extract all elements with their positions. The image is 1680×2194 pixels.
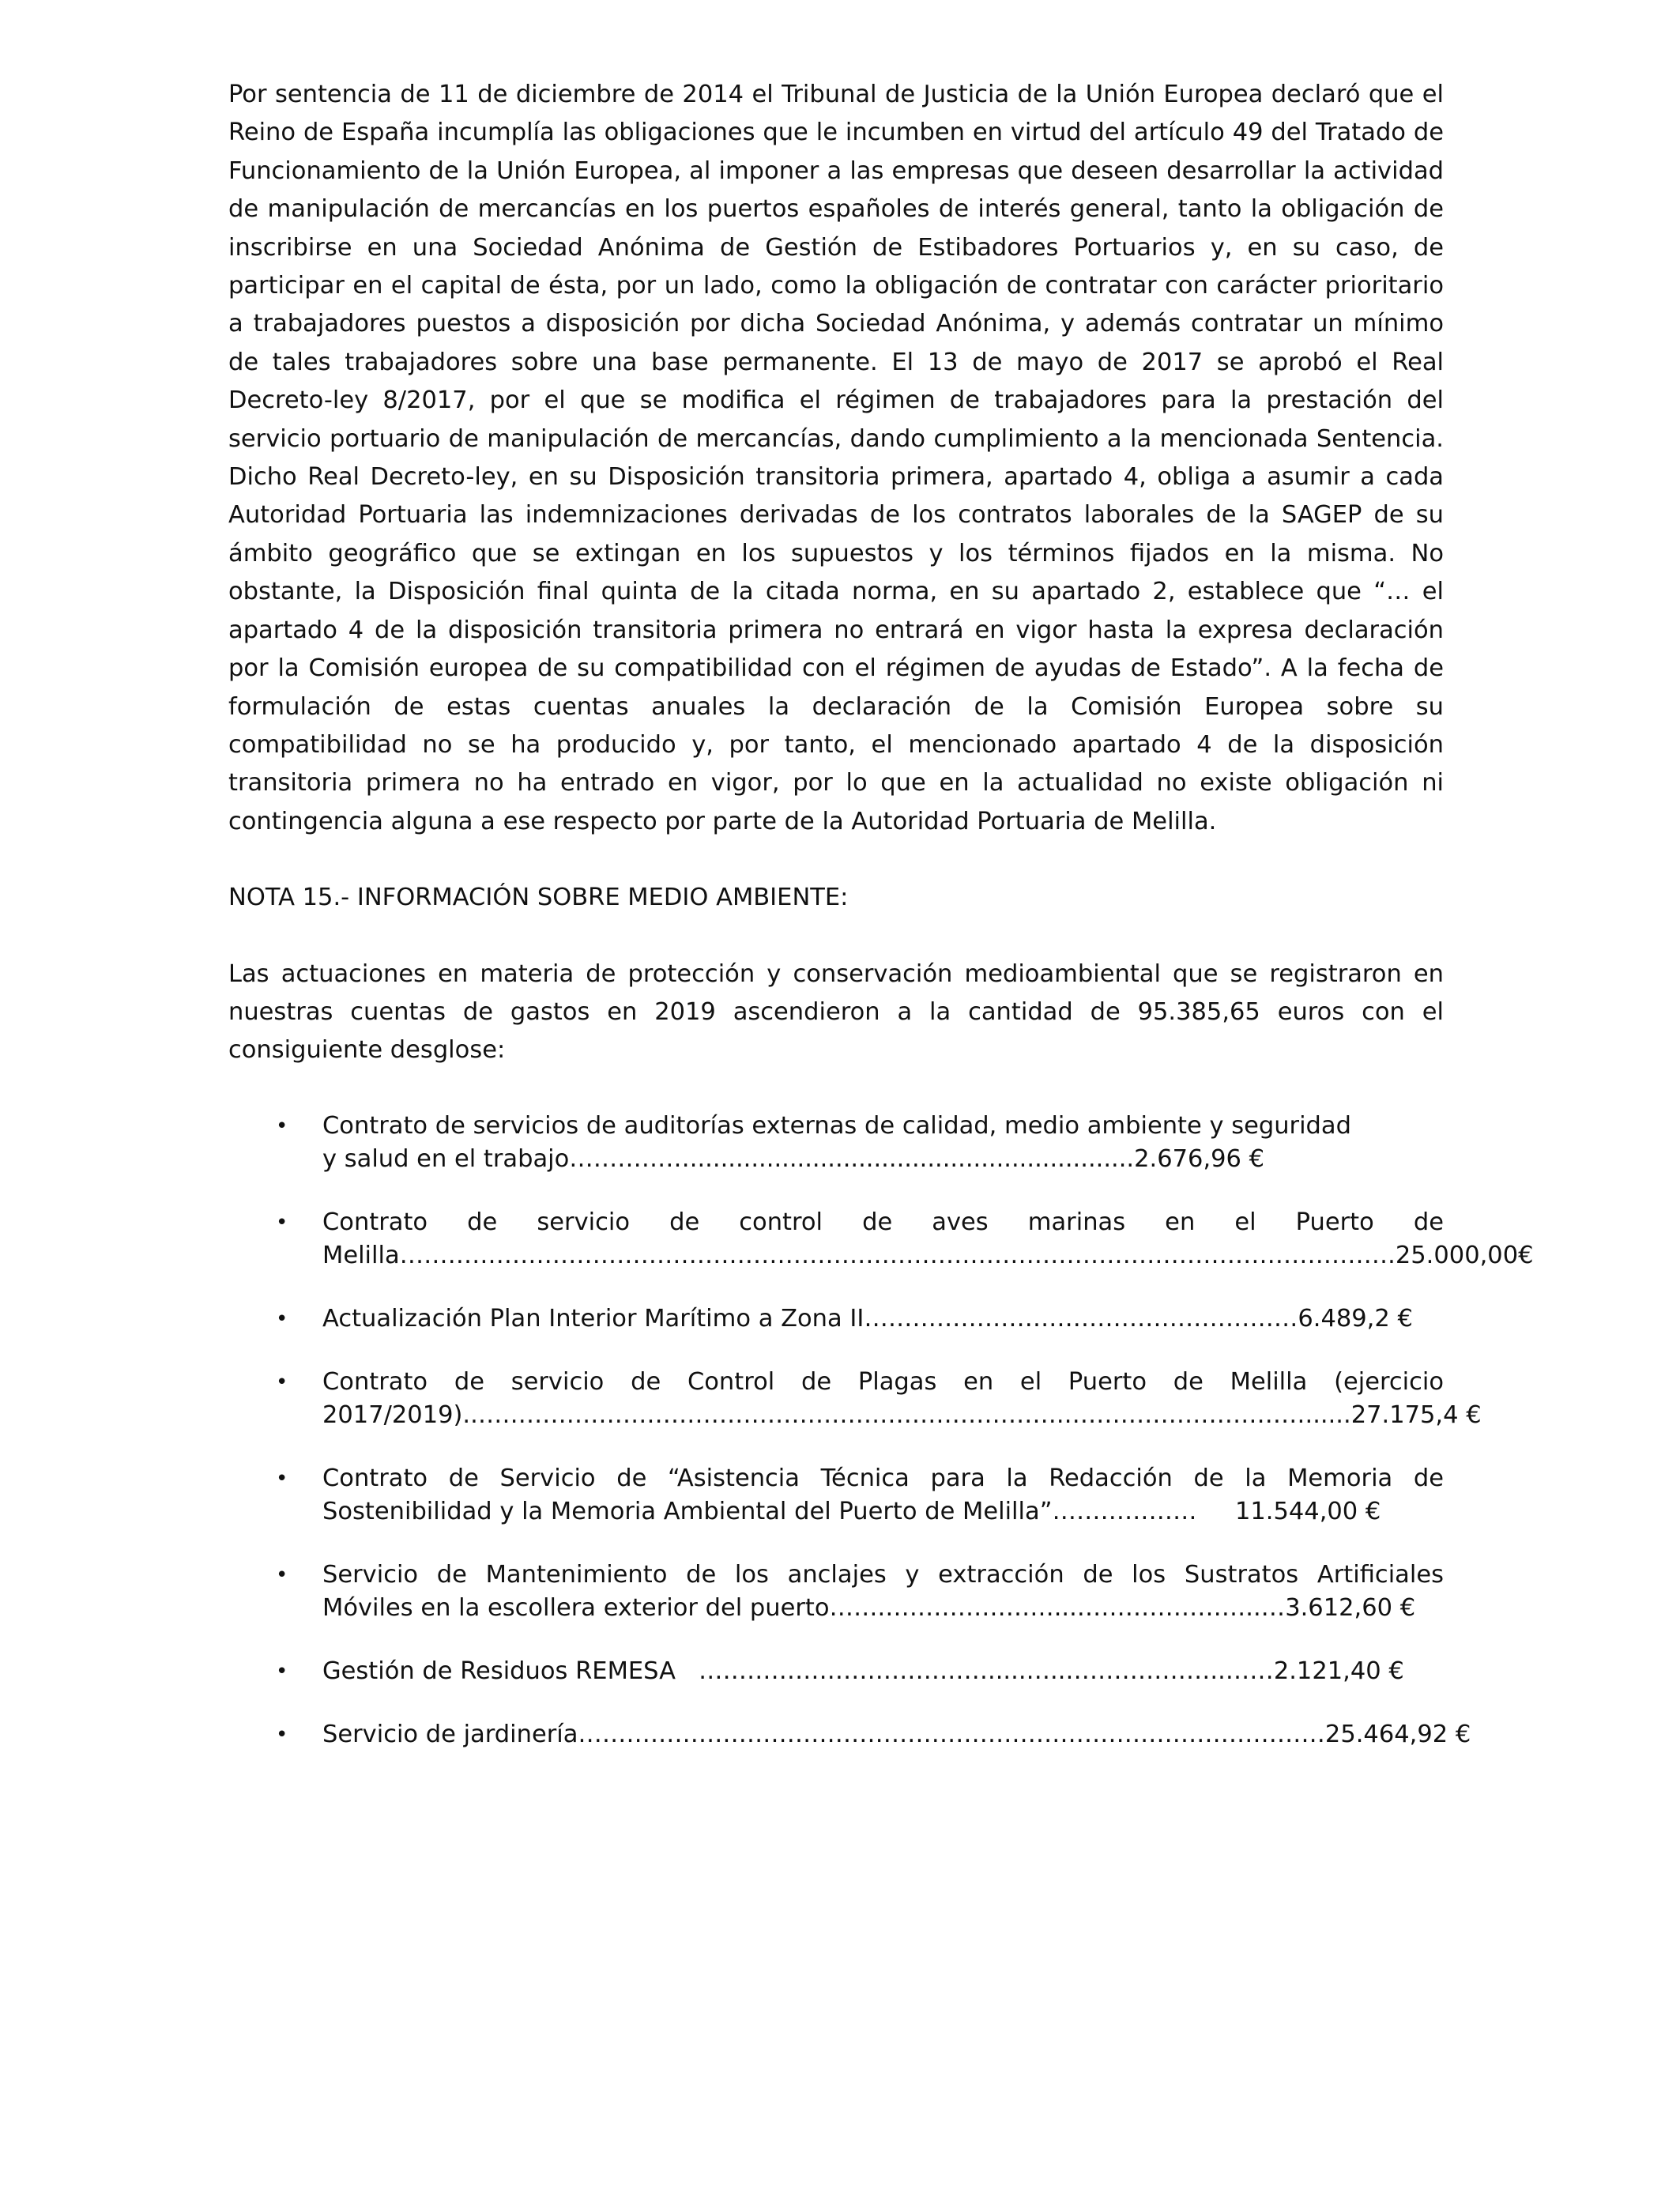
item-description: Gestión de Residuos REMESA <box>322 1657 699 1685</box>
item-description-cont: Sostenibilidad y la Memoria Ambiental del Puerto de Melilla” <box>322 1497 1053 1525</box>
item-description: Contrato de servicio de Control de Plagas en el Puerto de Melilla (ejercicio <box>322 1367 1444 1396</box>
bullet-icon: • <box>276 1722 288 1747</box>
dot-leader: ……………………………….....…..………………..…… <box>699 1657 1274 1685</box>
item-amount: 2.676,96 € <box>1134 1144 1265 1173</box>
list-item <box>228 1462 1444 1529</box>
list-item <box>228 1302 1444 1336</box>
item-description: Servicio de jardinería <box>322 1720 578 1748</box>
item-amount: 3.612,60 € <box>1285 1593 1416 1622</box>
list-item <box>228 1718 1471 1751</box>
item-description: Contrato de servicios de auditorías externas de calidad, medio ambiente y seguridad <box>322 1111 1351 1140</box>
bullet-icon: • <box>276 1370 288 1394</box>
item-description-cont: 2017/2019).. <box>322 1400 478 1429</box>
dot-leader: …………….......................................................... <box>569 1144 1135 1173</box>
dot-leader: ……………… <box>1052 1497 1235 1525</box>
item-amount: 27.175,4 € <box>1350 1400 1482 1429</box>
list-item <box>228 1366 1482 1432</box>
item-description: Contrato de servicio de control de aves marinas en el Puerto de <box>322 1208 1444 1236</box>
item-amount: 2.121,40 € <box>1273 1657 1404 1685</box>
list-item <box>228 1110 1444 1176</box>
item-description: Servicio de Mantenimiento de los anclajes y extracción de los Sustratos Artificiales <box>322 1560 1444 1589</box>
item-amount: 11.544,00 € <box>1234 1497 1381 1525</box>
item-description-cont: Móviles en la escollera exterior del puerto <box>322 1593 830 1622</box>
sentence-paragraph: Por sentencia de 11 de diciembre de 2014 el Tribunal de Justicia de la Unión Europea declaró que el Reino de España incumplía las obligaciones que le incumben en virtud del artículo 49 del Tratado de Funcionamiento de la Unión Europea, al imponer a las empresas que deseen desarrollar la actividad de manipulación de mercancías en los puertos españoles de interés general, tanto la obligación de inscribirse en una Sociedad Anónima de Gestión de Estibadores Portuarios y, en su caso, de participar en el capital de ésta, por un lado, como la obligación de contratar con carácter prioritario a trabajadores puestos a disposición por dicha Sociedad Anónima, y además contratar un mínimo de tales trabajadores sobre una base permanente. El 13 de mayo de 2017 se aprobó el Real Decreto-ley 8/2017, por el que se modifica el régimen de trabajadores para la prestación del servicio portuario de manipulación de mercancías, dando cumplimiento a la mencionada Sentencia. Dicho Real Decreto-ley, en su Disposición transitoria primera, apartado 4, obliga a asumir a cada Autoridad Portuaria las indemnizaciones derivadas de los contratos laborales de la SAGEP de su ámbito geográfico que se extingan en los supuestos y los términos fijados en la misma. No obstante, la Disposición final quinta de la citada norma, en su apartado 2, establece que “… el apartado 4 de la disposición transitoria primera no entrará en vigor hasta la expresa declaración por la Comisión europea de su compatibilidad con el régimen de ayudas de Estado”. A la fecha de formulación de estas cuentas anuales la declaración de la Comisión Europea sobre su compatibilidad no se ha producido y, por tanto, el mencionado apartado 4 de la disposición transitoria primera no ha entrado en vigor, por lo que en la actualidad no existe obligación ni contingencia alguna a ese respecto por parte de la Autoridad Portuaria de Melilla. <box>228 81 1444 835</box>
item-description: Actualización Plan Interior Marítimo a Zona II <box>322 1304 864 1333</box>
item-description-cont: y salud en el trabajo <box>322 1144 570 1173</box>
bullet-icon: • <box>276 1563 288 1587</box>
item-description-cont: Melilla <box>322 1241 400 1269</box>
expense-breakdown-list <box>228 1110 1534 1751</box>
bullet-icon: • <box>276 1114 288 1138</box>
bullet-icon: • <box>276 1466 288 1491</box>
item-amount: 25.464,92 € <box>1324 1720 1471 1748</box>
item-amount: 25.000,00€ <box>1395 1241 1534 1269</box>
bullet-icon: • <box>276 1659 288 1683</box>
dot-leader: ………………………………………………………………………………… <box>578 1720 1325 1748</box>
dot-leader: ……………………………………………… <box>864 1304 1298 1333</box>
dot-leader: …….…………………...…………………..… <box>829 1593 1286 1622</box>
note-heading: NOTA 15.- INFORMACIÓN SOBRE MEDIO AMBIENTE: <box>228 884 849 912</box>
list-item <box>228 1559 1444 1625</box>
item-amount: 6.489,2 € <box>1298 1304 1413 1333</box>
item-description: Contrato de Servicio de “Asistencia Técnica para la Redacción de la Memoria de <box>322 1464 1444 1492</box>
list-item <box>228 1655 1444 1688</box>
bullet-icon: • <box>276 1306 288 1331</box>
bullet-icon: • <box>276 1210 288 1235</box>
document-body <box>228 76 1534 1781</box>
expenses-intro-paragraph: Las actuaciones en materia de protección y conservación medioambiental que se registraron en nuestras cuentas de gastos en 2019 ascendieron a la cantidad de 95.385,65 euros con el consiguiente desglose: <box>228 959 1444 1065</box>
dot-leader: ……………………………………………………………….…………………………...... <box>477 1400 1351 1429</box>
dot-leader: ……………………………………………………………………………………………………………. <box>399 1241 1396 1269</box>
list-item <box>228 1206 1534 1272</box>
